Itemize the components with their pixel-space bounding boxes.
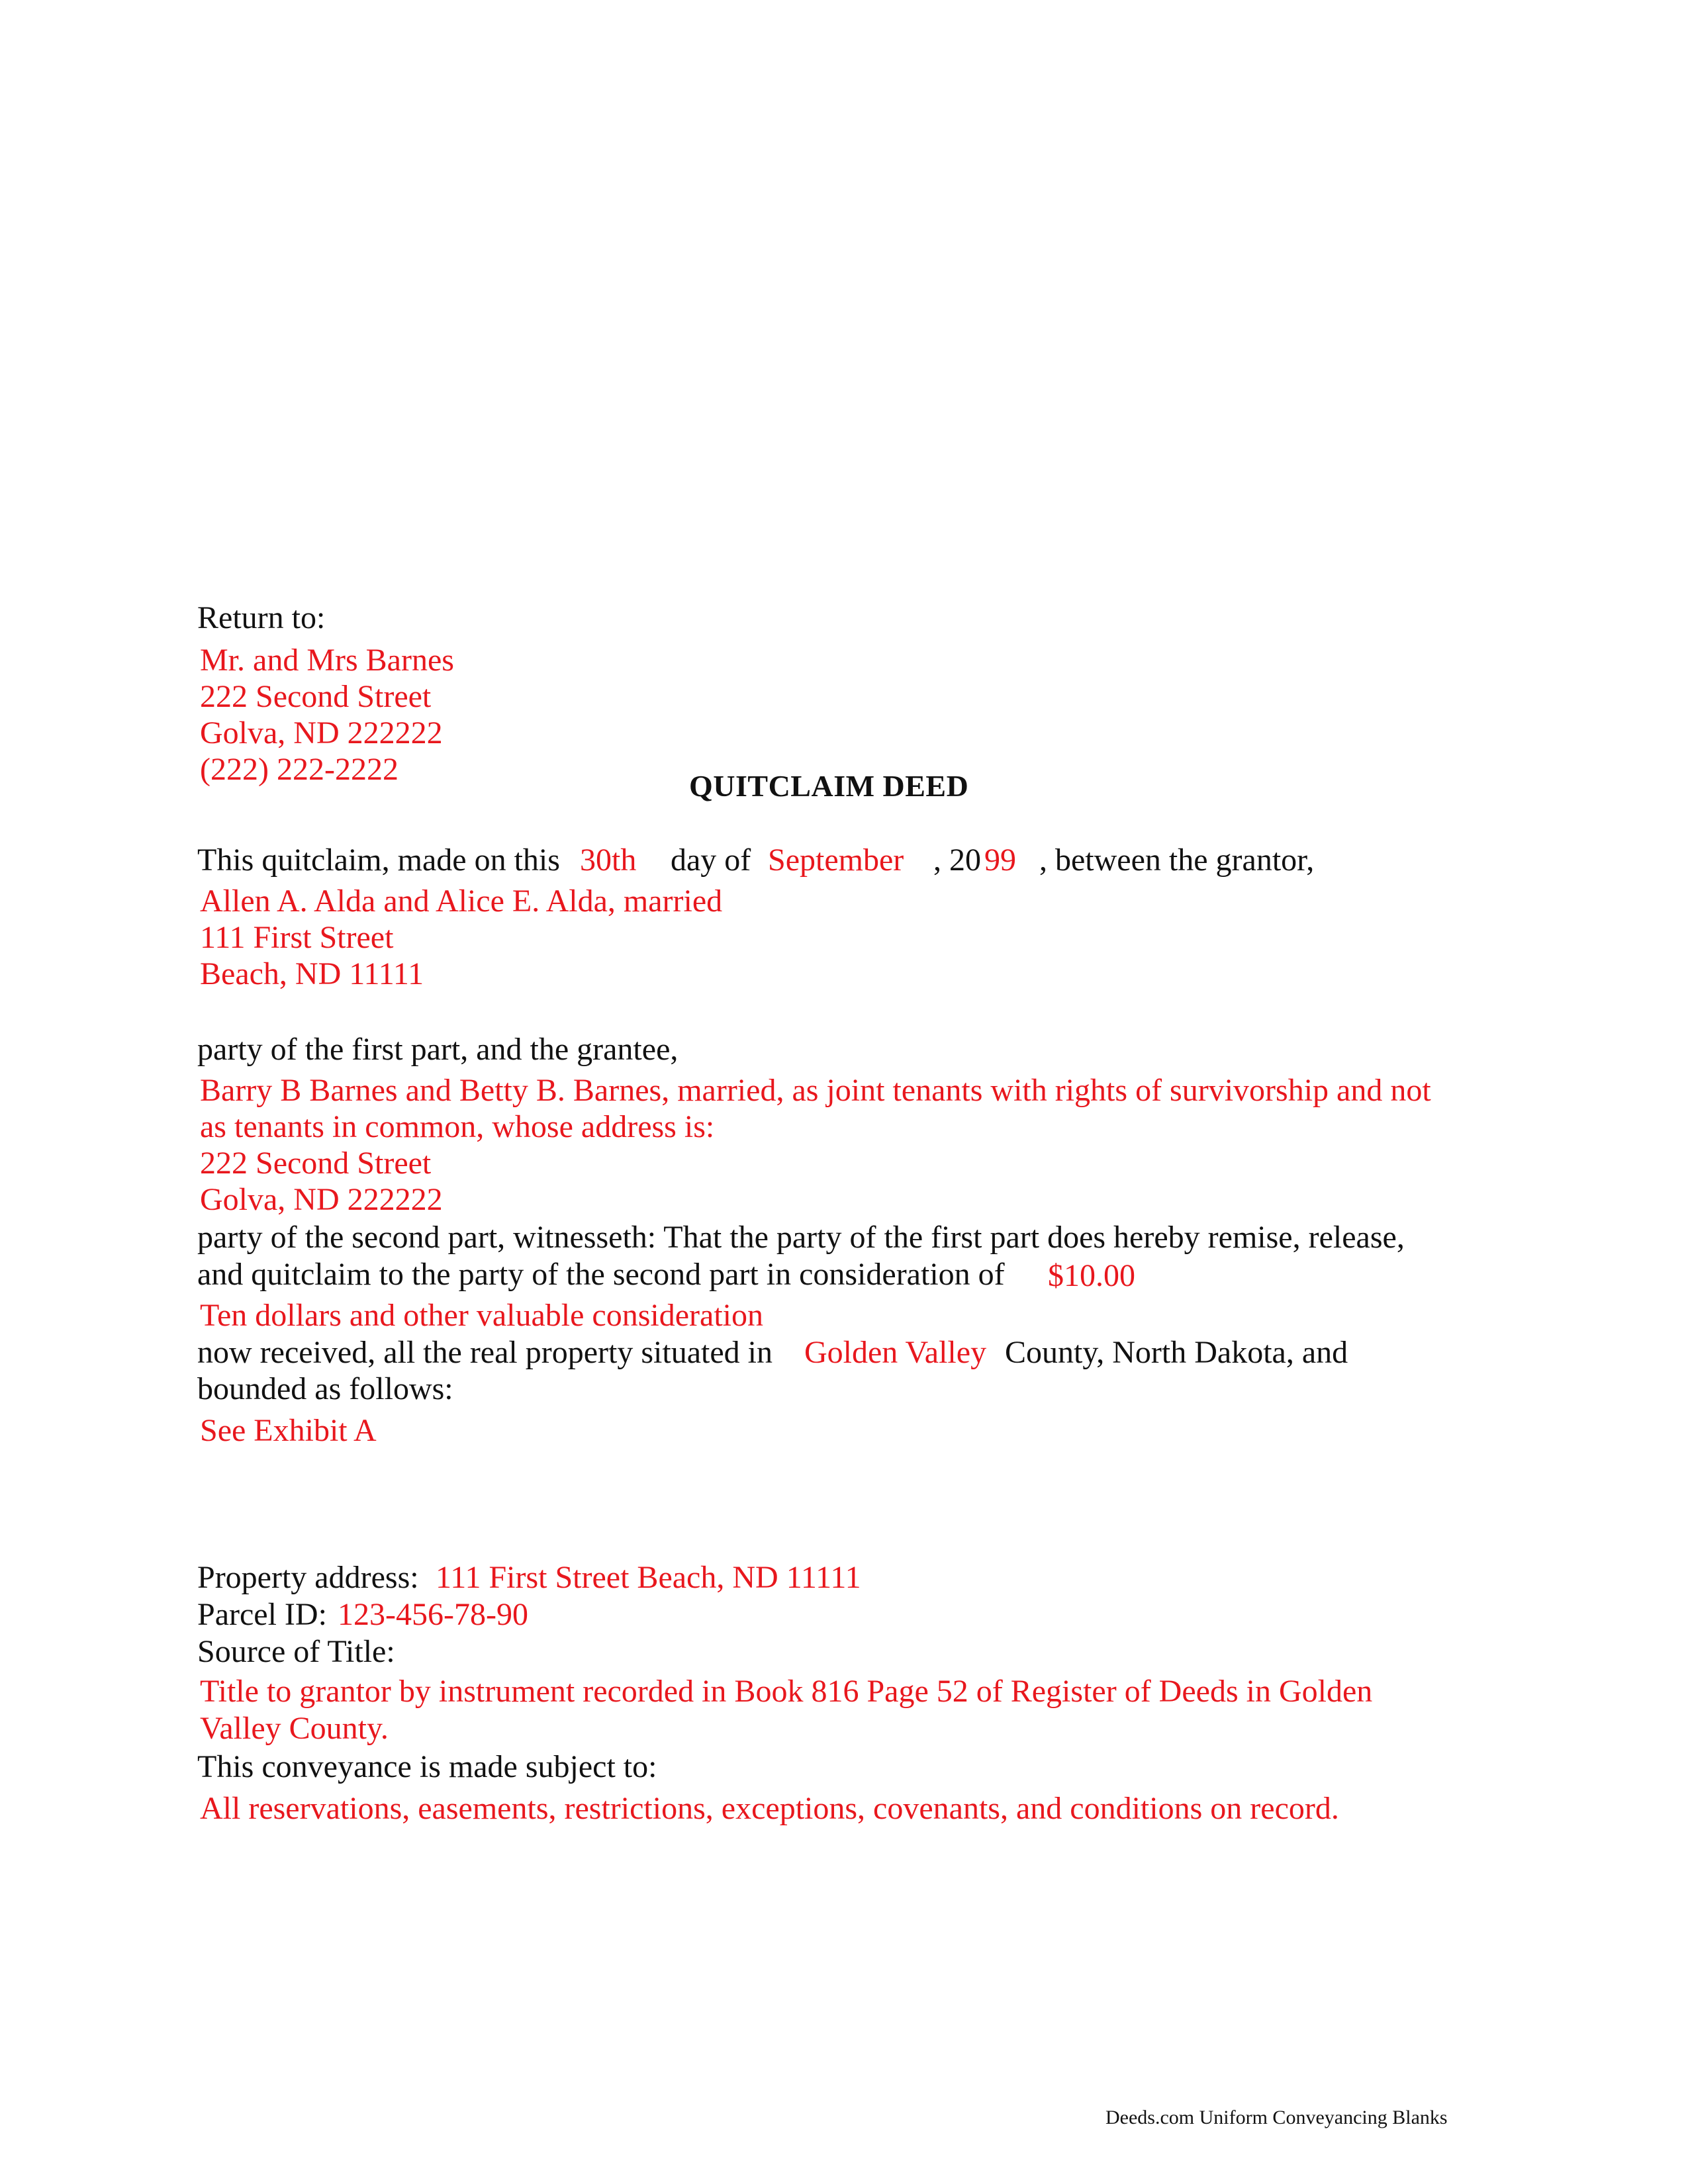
intro-day: 30th (580, 842, 637, 878)
grantor-city: Beach, ND 11111 (200, 956, 424, 991)
grantee-names-line1: Barry B Barnes and Betty B. Barnes, married, as joint tenants with rights of survivorship and not (200, 1073, 1431, 1108)
consideration-amount: $10.00 (1048, 1258, 1135, 1293)
grantor-street: 111 First Street (200, 920, 394, 955)
intro-year: 99 (984, 842, 1016, 878)
witnesseth-line: party of the second part, witnesseth: That the party of the first part does hereby remise, release, (197, 1220, 1405, 1255)
grantee-names-line2: as tenants in common, whose address is: (200, 1109, 715, 1144)
subject-to-label: This conveyance is made subject to: (197, 1749, 657, 1784)
property-address-label: Property address: (197, 1560, 419, 1595)
return-to-city: Golva, ND 222222 (200, 715, 443, 751)
property-address-value: 111 First Street Beach, ND 11111 (436, 1560, 861, 1595)
intro-month: September (768, 842, 904, 878)
return-to-street: 222 Second Street (200, 679, 432, 714)
legal-description: See Exhibit A (200, 1413, 377, 1448)
grantor-names: Allen A. Alda and Alice E. Alda, married (200, 884, 723, 919)
grantee-intro: party of the first part, and the grantee, (197, 1032, 679, 1067)
subject-to-value: All reservations, easements, restrictions, exceptions, covenants, and conditions on record. (200, 1791, 1339, 1826)
intro-day-of: day of (671, 842, 751, 878)
source-of-title-line2: Valley County. (200, 1711, 389, 1746)
property-situated-text: now received, all the real property situated in (197, 1335, 773, 1370)
return-to-label: Return to: (197, 600, 326, 635)
return-to-phone: (222) 222-2222 (200, 752, 399, 787)
property-county: Golden Valley (804, 1335, 987, 1370)
document-title: QUITCLAIM DEED (689, 769, 969, 803)
intro-century: , 20 (933, 842, 981, 878)
parcel-id-value: 123-456-78-90 (338, 1597, 528, 1632)
return-to-name: Mr. and Mrs Barnes (200, 643, 454, 678)
source-of-title-line1: Title to grantor by instrument recorded in Book 816 Page 52 of Register of Deeds in Golden (200, 1674, 1373, 1709)
intro-text-end: , between the grantor, (1039, 842, 1315, 878)
intro-text-start: This quitclaim, made on this (197, 842, 560, 878)
source-of-title-label: Source of Title: (197, 1634, 395, 1669)
property-bounded-text: bounded as follows: (197, 1371, 453, 1406)
footer-note: Deeds.com Uniform Conveyancing Blanks (1105, 2107, 1448, 2128)
property-state-text: County, North Dakota, and (1005, 1335, 1348, 1370)
parcel-id-label: Parcel ID: (197, 1597, 327, 1632)
grantee-street: 222 Second Street (200, 1146, 432, 1181)
consideration-description: Ten dollars and other valuable consideration (200, 1298, 764, 1333)
consideration-line: and quitclaim to the party of the second part in consideration of (197, 1257, 1005, 1292)
grantee-city: Golva, ND 222222 (200, 1182, 443, 1217)
